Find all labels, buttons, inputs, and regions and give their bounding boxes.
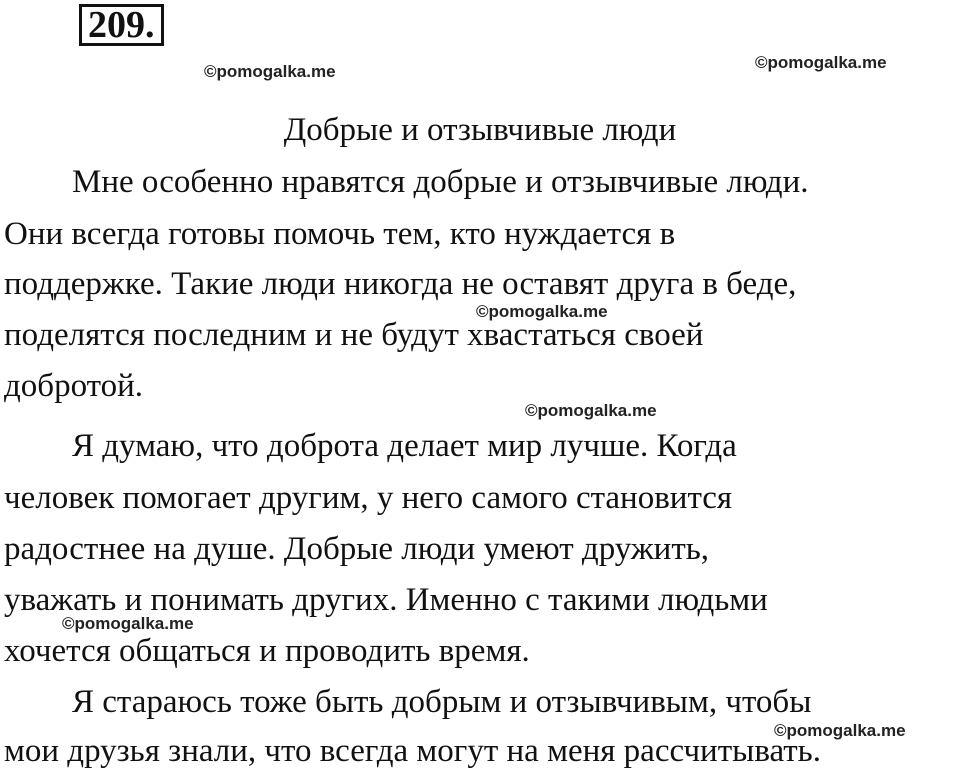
watermark: ©pomogalka.me xyxy=(204,62,336,81)
essay-line: Я думаю, что доброта делает мир лучше. Когда xyxy=(72,428,737,464)
essay-line: хочется общаться и проводить время. xyxy=(4,633,530,669)
watermark: ©pomogalka.me xyxy=(476,302,608,321)
essay-line: Они всегда готовы помочь тем, кто нуждается в xyxy=(4,216,676,252)
essay-line: добротой. xyxy=(4,368,144,404)
essay-line: Мне особенно нравятся добрые и отзывчивые люди. xyxy=(72,164,809,200)
essay-line: уважать и понимать других. Именно с такими людьми xyxy=(4,582,768,618)
essay-line: поддержке. Такие люди никогда не оставят друга в беде, xyxy=(4,266,797,302)
essay-line: мои друзья знали, что всегда могут на меня рассчитывать. xyxy=(4,733,821,769)
essay-line: поделятся последним и не будут хвастаться своей xyxy=(4,317,704,353)
watermark: ©pomogalka.me xyxy=(755,53,887,72)
task-number: 209. xyxy=(79,4,164,46)
essay-title: Добрые и отзывчивые люди xyxy=(283,112,677,148)
essay-line: Я стараюсь тоже быть добрым и отзывчивым, чтобы xyxy=(72,684,812,720)
watermark: ©pomogalka.me xyxy=(774,721,906,740)
essay-line: радостнее на душе. Добрые люди умеют дружить, xyxy=(4,531,710,567)
watermark: ©pomogalka.me xyxy=(62,614,194,633)
essay-line: человек помогает другим, у него самого становится xyxy=(4,480,733,516)
watermark: ©pomogalka.me xyxy=(525,401,657,420)
